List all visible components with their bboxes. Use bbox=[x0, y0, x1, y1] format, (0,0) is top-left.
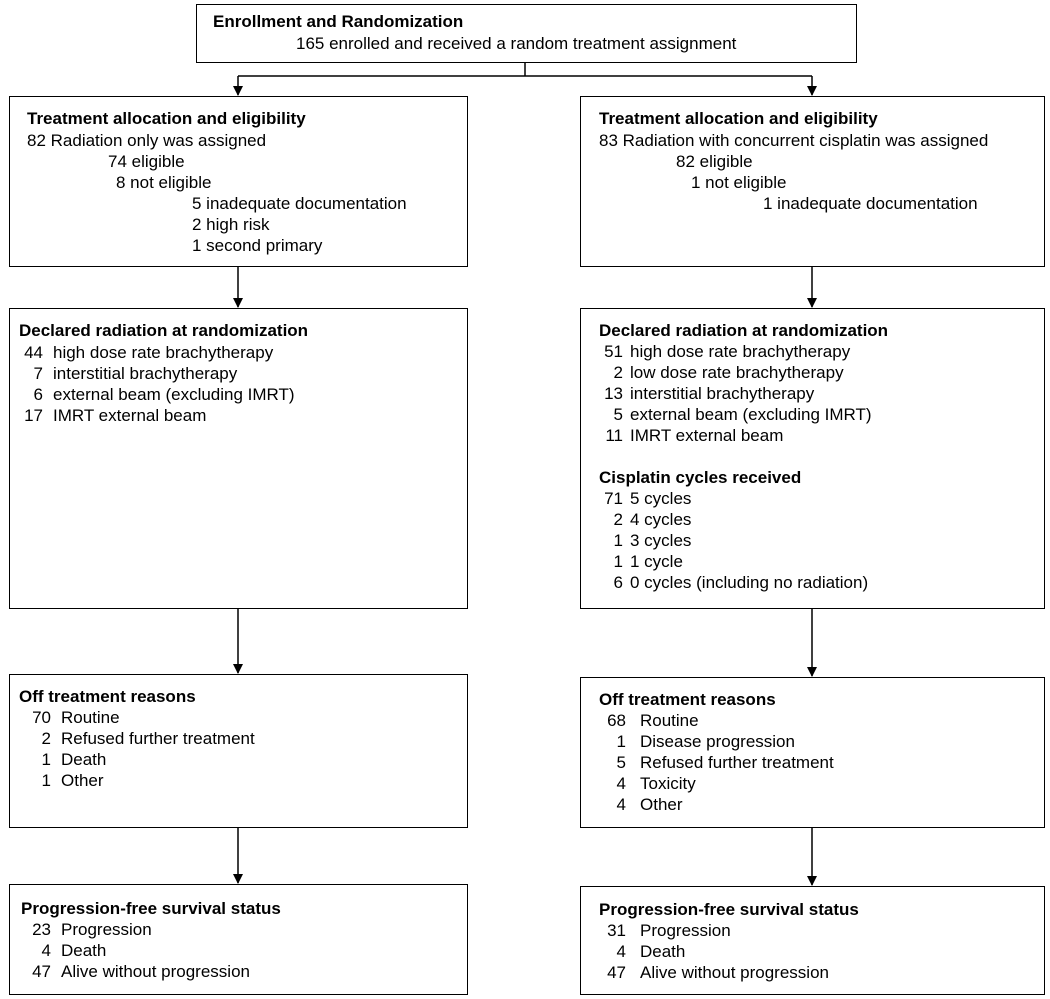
item-count: 47 bbox=[607, 963, 626, 982]
item-label: 4 cycles bbox=[630, 510, 692, 529]
enrollment-box bbox=[196, 4, 857, 63]
item-label: high dose rate brachytherapy bbox=[630, 342, 851, 361]
item-label: Routine bbox=[61, 708, 120, 727]
item-label: Toxicity bbox=[640, 774, 696, 793]
item-count: 5 bbox=[616, 753, 626, 772]
item-count: 2 bbox=[613, 363, 623, 382]
item-count: 1 bbox=[41, 750, 51, 769]
item-count: 6 bbox=[613, 573, 623, 592]
item-label: Routine bbox=[640, 711, 699, 730]
item-label: Alive without progression bbox=[640, 963, 829, 982]
item-count: 71 bbox=[604, 489, 623, 508]
item-count: 1 bbox=[613, 552, 623, 571]
item-label: Progression bbox=[640, 921, 731, 940]
right-allocation-title: Treatment allocation and eligibility bbox=[599, 109, 878, 128]
left-pfs-title: Progression-free survival status bbox=[21, 899, 281, 918]
item-label: 5 cycles bbox=[630, 489, 692, 508]
item-count: 1 bbox=[41, 771, 51, 790]
right-eligible: 82 eligible bbox=[676, 152, 753, 171]
item-count: 13 bbox=[604, 384, 623, 403]
right-pfs-box bbox=[580, 886, 1045, 995]
enrollment-title: Enrollment and Randomization bbox=[213, 12, 464, 31]
left-eligible: 74 eligible bbox=[108, 152, 185, 171]
item-count: 23 bbox=[32, 920, 51, 939]
item-label: 3 cycles bbox=[630, 531, 692, 550]
enrollment-text: 165 enrolled and received a random treatment assignment bbox=[296, 34, 737, 53]
item-label: interstitial brachytherapy bbox=[53, 364, 238, 383]
item-count: 4 bbox=[616, 942, 626, 961]
item-count: 31 bbox=[607, 921, 626, 940]
item-label: IMRT external beam bbox=[630, 426, 784, 445]
left-not-eligible: 8 not eligible bbox=[116, 173, 212, 192]
cisplatin-title: Cisplatin cycles received bbox=[599, 468, 802, 487]
item-count: 7 bbox=[33, 364, 43, 383]
right-radiation-box bbox=[580, 308, 1045, 609]
item-label: Other bbox=[640, 795, 683, 814]
item-label: 0 cycles (including no radiation) bbox=[630, 573, 869, 592]
right-offtreatment-box bbox=[580, 677, 1045, 828]
item-label: high dose rate brachytherapy bbox=[53, 343, 274, 362]
right-allocation-box bbox=[580, 96, 1045, 267]
left-offtreatment-title: Off treatment reasons bbox=[19, 687, 196, 706]
item-count: 4 bbox=[616, 795, 626, 814]
right-radiation-title: Declared radiation at randomization bbox=[599, 321, 889, 340]
item-count: 11 bbox=[605, 426, 623, 445]
item-count: 6 bbox=[33, 385, 43, 404]
item-label: Other bbox=[61, 771, 104, 790]
right-reason: 1 inadequate documentation bbox=[763, 194, 978, 213]
item-label: Death bbox=[61, 941, 107, 960]
left-radiation-title: Declared radiation at randomization bbox=[19, 321, 309, 340]
item-count: 17 bbox=[24, 406, 43, 425]
left-pfs-box bbox=[9, 884, 468, 995]
item-count: 2 bbox=[41, 729, 51, 748]
item-label: interstitial brachytherapy bbox=[630, 384, 815, 403]
left-offtreatment-box bbox=[9, 674, 468, 828]
item-label: Refused further treatment bbox=[640, 753, 834, 772]
item-count: 1 bbox=[613, 531, 623, 550]
left-reason: 2 high risk bbox=[192, 215, 270, 234]
left-allocation-box bbox=[9, 96, 468, 267]
item-label: 1 cycle bbox=[630, 552, 683, 571]
item-count: 2 bbox=[613, 510, 623, 529]
item-label: IMRT external beam bbox=[53, 406, 207, 425]
item-label: external beam (excluding IMRT) bbox=[53, 385, 295, 404]
item-label: Refused further treatment bbox=[61, 729, 255, 748]
item-label: Death bbox=[640, 942, 686, 961]
item-count: 5 bbox=[613, 405, 623, 424]
item-label: Death bbox=[61, 750, 107, 769]
item-count: 51 bbox=[604, 342, 623, 361]
right-not-eligible: 1 not eligible bbox=[691, 173, 787, 192]
right-offtreatment-title: Off treatment reasons bbox=[599, 690, 776, 709]
left-reason: 5 inadequate documentation bbox=[192, 194, 407, 213]
item-label: Alive without progression bbox=[61, 962, 250, 981]
left-reason: 1 second primary bbox=[192, 236, 323, 255]
right-assigned: 83 Radiation with concurrent cisplatin was assigned bbox=[599, 131, 989, 150]
item-count: 47 bbox=[32, 962, 51, 981]
item-count: 68 bbox=[607, 711, 626, 730]
left-assigned: 82 Radiation only was assigned bbox=[27, 131, 267, 150]
item-label: external beam (excluding IMRT) bbox=[630, 405, 872, 424]
right-pfs-title: Progression-free survival status bbox=[599, 900, 859, 919]
item-count: 44 bbox=[24, 343, 43, 362]
item-count: 4 bbox=[616, 774, 626, 793]
item-label: Progression bbox=[61, 920, 152, 939]
left-allocation-title: Treatment allocation and eligibility bbox=[27, 109, 306, 128]
left-radiation-box bbox=[9, 308, 468, 609]
item-label: low dose rate brachytherapy bbox=[630, 363, 844, 382]
item-count: 4 bbox=[41, 941, 51, 960]
item-count: 1 bbox=[616, 732, 626, 751]
item-count: 70 bbox=[32, 708, 51, 727]
item-label: Disease progression bbox=[640, 732, 795, 751]
